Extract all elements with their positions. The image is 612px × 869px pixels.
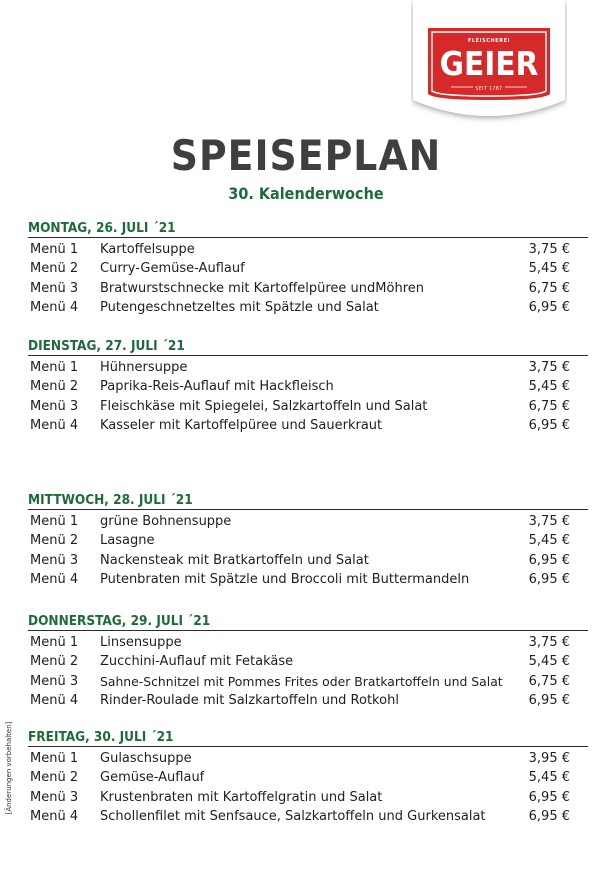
menu-label: Menü 2 bbox=[30, 379, 79, 395]
menu-label: Menü 1 bbox=[30, 242, 79, 257]
menu-dish: Zucchini-Auflauf mit Fetakäse bbox=[100, 654, 294, 670]
day-heading: MITTWOCH, 28. JULI ´21 bbox=[28, 491, 588, 510]
menu-row bbox=[28, 749, 588, 768]
day-section-friday bbox=[28, 728, 588, 826]
menu-label: Menü 4 bbox=[30, 692, 79, 708]
day-section-wednesday bbox=[28, 491, 588, 589]
menu-label: Menü 1 bbox=[30, 635, 79, 650]
day-heading: DONNERSTAG, 29. JULI ´21 bbox=[28, 612, 588, 631]
menu-label: Menü 4 bbox=[30, 571, 79, 587]
menu-label: Menü 3 bbox=[30, 398, 79, 414]
menu-row bbox=[28, 672, 588, 691]
menu-dish: Nackensteak mit Bratkartoffeln und Salat bbox=[100, 552, 369, 568]
day-section-thursday bbox=[28, 612, 588, 710]
menu-price: 5,45 € bbox=[528, 770, 570, 786]
menu-row bbox=[28, 788, 588, 807]
menu-row bbox=[28, 691, 588, 710]
day-section-monday bbox=[28, 219, 588, 317]
menu-price: 5,45 € bbox=[528, 533, 570, 549]
menu-price: 6,75 € bbox=[528, 398, 570, 414]
side-note-text: [Änderungen vorbehalten] bbox=[5, 721, 13, 815]
menu-price: 6,95 € bbox=[528, 552, 570, 568]
menu-row bbox=[28, 633, 588, 652]
page-subtitle: 30. Kalenderwoche bbox=[228, 184, 384, 203]
menu-price: 6,75 € bbox=[528, 673, 570, 689]
menu-price: 3,75 € bbox=[528, 635, 570, 650]
menu-label: Menü 3 bbox=[30, 280, 79, 296]
page-title: SPEISEPLAN bbox=[170, 131, 442, 180]
menu-row bbox=[28, 416, 588, 435]
menu-label: Menü 3 bbox=[30, 789, 79, 805]
menu-row bbox=[28, 377, 588, 396]
menu-price: 5,45 € bbox=[528, 261, 570, 277]
menu-dish: Curry-Gemüse-Auflauf bbox=[100, 261, 245, 277]
logo-since-text: SEIT 1787 bbox=[475, 86, 503, 92]
menu-price: 3,95 € bbox=[528, 751, 570, 766]
menu-dish: Rinder-Roulade mit Salzkartoffeln und Rotkohl bbox=[100, 692, 399, 708]
menu-price: 5,45 € bbox=[528, 654, 570, 670]
logo-wordmark: GEIER bbox=[439, 44, 539, 83]
menu-dish: Hühnersuppe bbox=[100, 360, 188, 375]
menu-row bbox=[28, 652, 588, 671]
menu-price: 6,95 € bbox=[528, 692, 570, 708]
menu-dish: Putengeschnetzeltes mit Spätzle und Salat bbox=[100, 299, 379, 315]
menu-price: 6,95 € bbox=[528, 299, 570, 315]
menu-label: Menü 2 bbox=[30, 261, 79, 277]
menu-dish: Sahne-Schnitzel mit Pommes Frites oder Bratkartoffeln und Salat bbox=[100, 673, 503, 689]
menu-row bbox=[28, 531, 588, 550]
menu-dish: Gulaschsuppe bbox=[100, 751, 192, 766]
menu-label: Menü 1 bbox=[30, 751, 79, 766]
menu-label: Menü 2 bbox=[30, 654, 79, 670]
logo-top-text: FLEISCHEREI bbox=[467, 38, 511, 44]
menu-dish: Kartoffelsuppe bbox=[100, 242, 195, 257]
menu-label: Menü 4 bbox=[30, 808, 79, 824]
menu-dish: grüne Bohnensuppe bbox=[100, 514, 232, 529]
menu-dish: Paprika-Reis-Auflauf mit Hackfleisch bbox=[100, 379, 334, 395]
menu-label: Menü 4 bbox=[30, 299, 79, 315]
logo-badge bbox=[411, 0, 567, 126]
menu-row bbox=[28, 259, 588, 278]
menu-dish: Kasseler mit Kartoffelpüree und Sauerkraut bbox=[100, 417, 383, 433]
menu-row bbox=[28, 240, 588, 259]
day-heading: FREITAG, 30. JULI ´21 bbox=[28, 728, 588, 747]
menu-price: 3,75 € bbox=[528, 514, 570, 529]
menu-label: Menü 4 bbox=[30, 417, 79, 433]
menu-row bbox=[28, 551, 588, 570]
menu-row bbox=[28, 298, 588, 317]
menu-row bbox=[28, 279, 588, 298]
day-section-tuesday bbox=[28, 337, 588, 435]
menu-dish: Lasagne bbox=[100, 533, 155, 549]
menu-price: 5,45 € bbox=[528, 379, 570, 395]
menu-label: Menü 1 bbox=[30, 514, 79, 529]
menu-label: Menü 2 bbox=[30, 533, 79, 549]
menu-row bbox=[28, 570, 588, 589]
menu-row bbox=[28, 512, 588, 531]
menu-dish: Putenbraten mit Spätzle und Broccoli mit Buttermandeln bbox=[100, 571, 470, 587]
menu-dish: Bratwurstschnecke mit Kartoffelpüree undMöhren bbox=[100, 280, 424, 296]
menu-dish: Fleischkäse mit Spiegelei, Salzkartoffeln und Salat bbox=[100, 398, 428, 414]
menu-label: Menü 3 bbox=[30, 673, 79, 689]
menu-label: Menü 2 bbox=[30, 770, 79, 786]
day-heading: DIENSTAG, 27. JULI ´21 bbox=[28, 337, 588, 356]
menu-label: Menü 1 bbox=[30, 360, 79, 375]
menu-price: 6,95 € bbox=[528, 808, 570, 824]
menu-price: 6,95 € bbox=[528, 789, 570, 805]
side-note bbox=[4, 712, 14, 824]
menu-dish: Krustenbraten mit Kartoffelgratin und Salat bbox=[100, 789, 383, 805]
menu-price: 3,75 € bbox=[528, 360, 570, 375]
menu-label: Menü 3 bbox=[30, 552, 79, 568]
menu-row bbox=[28, 768, 588, 787]
menu-dish: Schollenfilet mit Senfsauce, Salzkartoffeln und Gurkensalat bbox=[100, 808, 486, 824]
menu-row bbox=[28, 807, 588, 826]
menu-price: 6,95 € bbox=[528, 417, 570, 433]
day-heading: MONTAG, 26. JULI ´21 bbox=[28, 219, 588, 238]
menu-price: 6,95 € bbox=[528, 571, 570, 587]
menu-dish: Gemüse-Auflauf bbox=[100, 770, 205, 786]
menu-row bbox=[28, 397, 588, 416]
menu-dish: Linsensuppe bbox=[100, 635, 182, 650]
menu-price: 3,75 € bbox=[528, 242, 570, 257]
menu-price: 6,75 € bbox=[528, 280, 570, 296]
menu-row bbox=[28, 358, 588, 377]
